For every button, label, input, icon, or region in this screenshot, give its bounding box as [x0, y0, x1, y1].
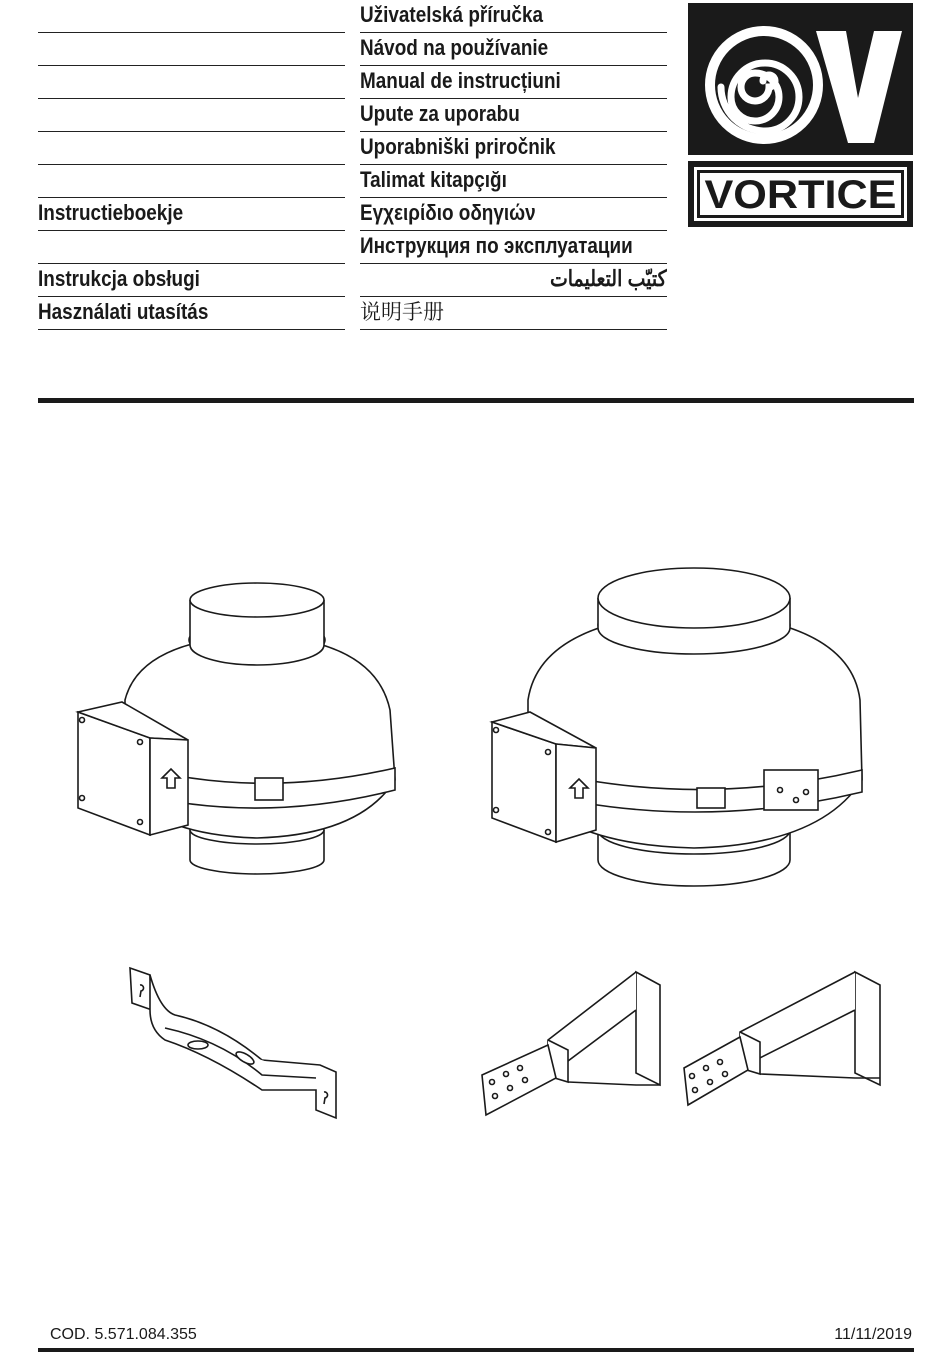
wall-bracket-drawing-1: [482, 972, 660, 1115]
language-row: [38, 132, 345, 165]
language-row-dutch: Instructieboekje: [38, 198, 345, 231]
language-row-chinese: 说明手册: [360, 297, 667, 330]
language-row-hungarian: Használati utasítás: [38, 297, 345, 330]
language-row-czech: Uživatelská příručka: [360, 0, 667, 33]
language-row: [38, 0, 345, 33]
language-row: [38, 66, 345, 99]
footer-divider: [38, 1348, 914, 1352]
publication-date: 11/11/2019: [834, 1326, 912, 1343]
product-illustrations: [0, 540, 950, 1140]
header-divider: [38, 398, 914, 403]
language-row-romanian: Manual de instrucțiuni: [360, 66, 667, 99]
language-row-turkish: Talimat kitapçığı: [360, 165, 667, 198]
language-row-slovenian: Uporabniški priročnik: [360, 132, 667, 165]
language-row: [38, 165, 345, 198]
vortice-logo: [688, 3, 913, 227]
language-row-polish: Instrukcja obsługi: [38, 264, 345, 297]
language-row-greek: Εγχειρίδιο οδηγιών: [360, 198, 667, 231]
language-list-left: [38, 0, 345, 330]
language-row: [38, 231, 345, 264]
logo-wordmark: VORTICE: [704, 173, 897, 217]
language-row: [38, 33, 345, 66]
language-row-croatian: Upute za uporabu: [360, 99, 667, 132]
inline-fan-small-drawing: [78, 583, 395, 874]
inline-fan-large-drawing: [492, 568, 862, 886]
curved-bracket-drawing: [130, 968, 336, 1118]
wall-bracket-drawing-2: [684, 972, 880, 1105]
language-row: [38, 99, 345, 132]
language-row-russian: Инструкция по эксплуатации: [360, 231, 667, 264]
language-list-right: [360, 0, 667, 330]
language-row-arabic: كتيّب التعليمات: [360, 264, 667, 297]
product-code: COD. 5.571.084.355: [50, 1326, 197, 1343]
language-row-slovak: Návod na používanie: [360, 33, 667, 66]
